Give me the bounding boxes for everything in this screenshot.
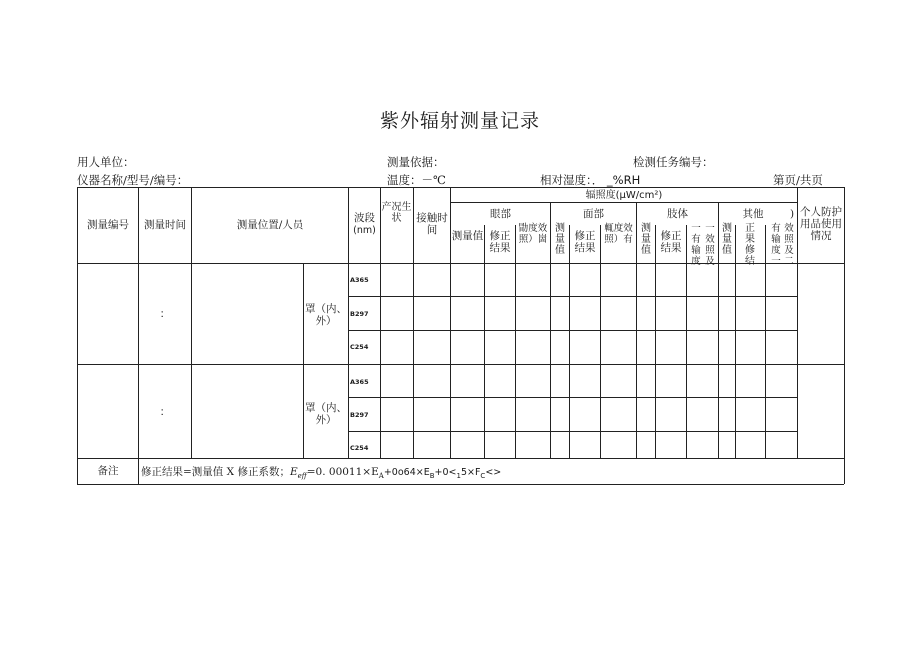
remark-label: 备注 — [97, 465, 119, 477]
header-irradiance: 辐照度(μW/cm²) — [585, 190, 663, 201]
formula-eff-sub: eff — [297, 472, 307, 481]
formula-end: 5×F — [460, 467, 481, 478]
other-meas-value: 测量值 — [722, 223, 732, 256]
basis-label: 测量依据： — [387, 155, 445, 169]
header-production: 产况生状 — [381, 202, 412, 224]
remark-formula — [141, 464, 501, 480]
employer-label: 用人单位： — [77, 155, 135, 169]
other-effective-1: 有输度一 — [771, 223, 781, 267]
group-1-band-a: A365 — [350, 276, 369, 284]
page-title: 紫外辐射测量记录 — [379, 110, 540, 132]
header-band-unit: (nm) — [353, 225, 376, 236]
formula-close: <> — [485, 467, 502, 478]
formula-a-sub: A — [378, 472, 384, 481]
limb-meas-value: 测量值 — [641, 223, 651, 256]
face-effective: 輒度效照）有 — [604, 223, 633, 245]
temperature-label: 温度：－℃ — [387, 173, 446, 187]
group-1-band-b: B297 — [350, 310, 369, 318]
formula-tail-sub: 1 — [456, 472, 461, 481]
eye-meas-value: 测量值 — [451, 230, 484, 242]
group-1-person: 罩（内、外） — [305, 303, 347, 327]
formula-body: =0. 00011×E — [306, 466, 379, 478]
instrument-label: 仪器名称/型号/编号： — [77, 173, 189, 187]
group-1-band-c: C254 — [350, 343, 369, 351]
other-effective-2: 效照及二 — [784, 223, 794, 267]
group-2-band-a: A365 — [350, 378, 369, 386]
group-1-time: ： — [159, 308, 171, 320]
group-2-person: 罩（内、外） — [305, 402, 347, 426]
formula-tail: +0< — [434, 467, 457, 478]
face-corr-result: 修正结果 — [574, 230, 596, 254]
group-2-band-b: B297 — [350, 411, 369, 419]
group-2-band-c: C254 — [350, 444, 369, 452]
formula-prefix: 修正结果=测量值 X 修正系数； — [141, 466, 290, 478]
formula-eff: E — [289, 466, 298, 478]
formula-b-sub: B — [429, 472, 435, 481]
header-exposure: 接触时间 — [416, 212, 448, 236]
task-no-label: 检测任务编号： — [633, 155, 714, 169]
eye-corr-result: 修正结果 — [489, 230, 511, 254]
header-eye: 眼部 — [490, 208, 511, 220]
eye-effective: 勖度效照）崮 — [518, 223, 548, 245]
formula-c-sub: C — [480, 472, 486, 481]
header-other-paren: ) — [789, 208, 795, 220]
header-measure-no: 测量编号 — [87, 219, 129, 231]
header-band: 波段 — [354, 212, 375, 224]
header-other: 其他 — [742, 208, 764, 220]
header-face: 面部 — [583, 208, 604, 220]
page-count-label: 第页/共页 — [773, 173, 823, 187]
other-corr-result: 正果修结 — [745, 223, 755, 267]
header-limb: 肢体 — [667, 208, 688, 220]
formula-mid: +0o64×E — [383, 467, 430, 478]
header-ppe: 个人防护用品使用情况 — [800, 206, 842, 242]
limb-effective-1: 一有输度 — [691, 223, 701, 267]
group-2-time: ： — [159, 406, 171, 418]
humidity-label: 相对湿度：． _%RH — [540, 173, 641, 187]
face-meas-value: 测量值 — [555, 223, 565, 256]
header-measure-time: 测量时间 — [144, 219, 186, 231]
header-position: 测量位置/人员 — [236, 219, 304, 231]
limb-effective-2: 一效照及 — [705, 223, 715, 267]
limb-corr-result: 修正结果 — [660, 230, 682, 254]
